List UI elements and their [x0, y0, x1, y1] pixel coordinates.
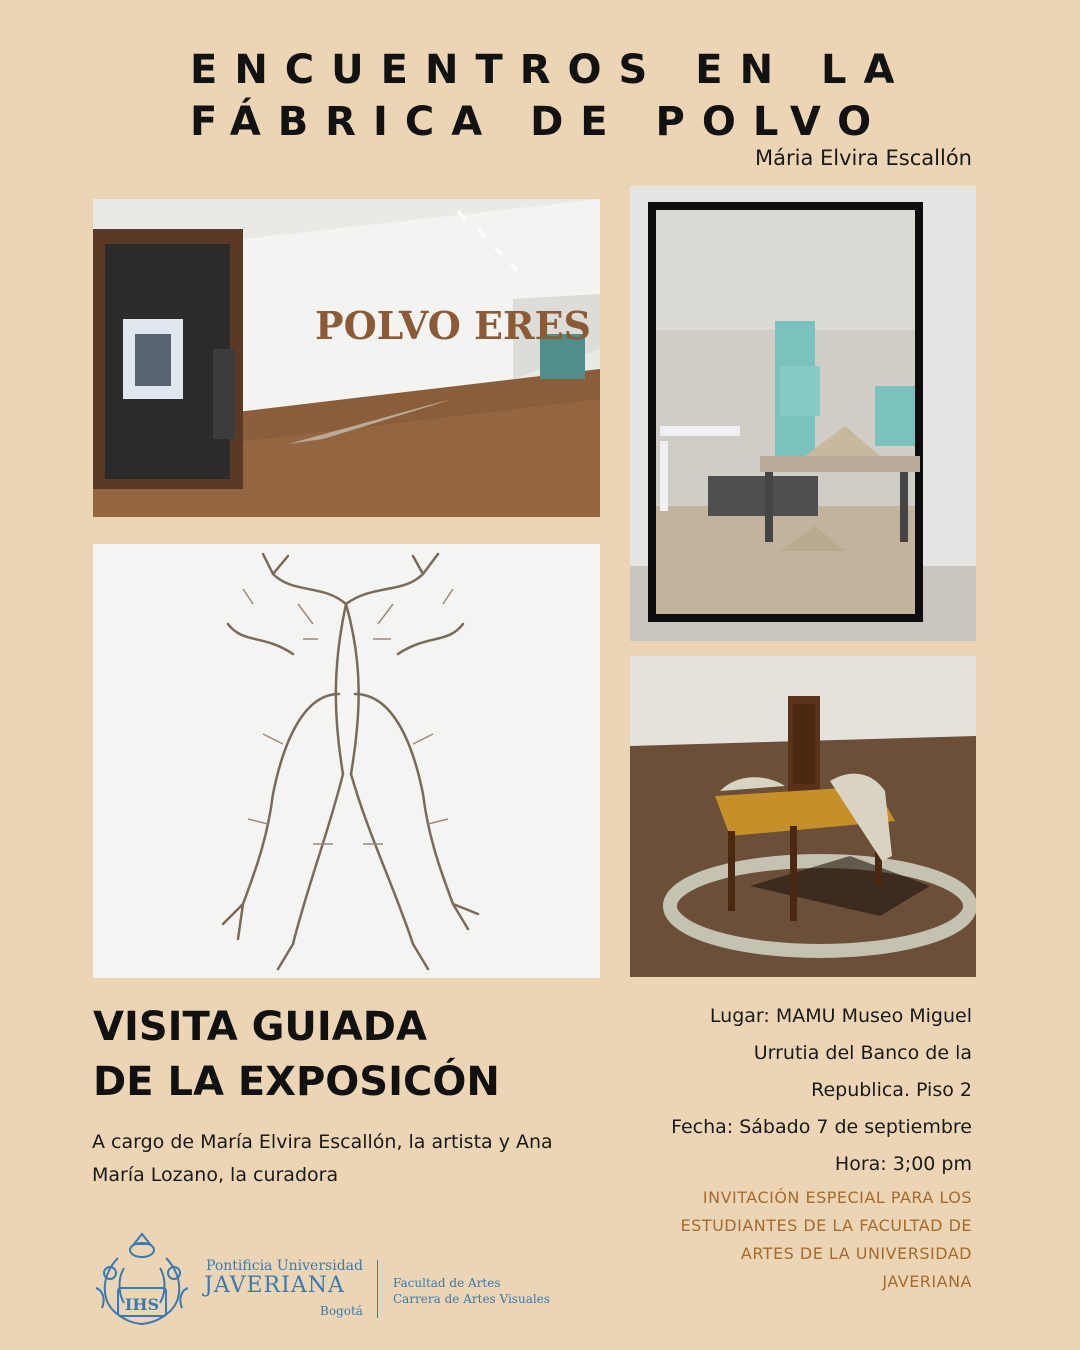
gallery-room-image: [93, 199, 600, 517]
place-line-2: Urrutia del Banco de la: [753, 1042, 972, 1064]
invitation-line-4: JAVERIANA: [882, 1272, 972, 1291]
university-name: JAVERIANA: [204, 1273, 345, 1298]
artist-name: Mária Elvira Escallón: [755, 146, 972, 170]
university-logo: [88, 1228, 548, 1328]
crest-letters: IHS: [124, 1295, 160, 1314]
university-small-label: Pontificia Universidad: [206, 1258, 363, 1274]
javeriana-crest-icon: [88, 1228, 196, 1328]
program-name: Carrera de Artes Visuales: [393, 1292, 550, 1306]
wall-text: POLVO ERES: [315, 303, 591, 348]
poster-title: [190, 44, 950, 148]
photo-branch-figure: [93, 544, 600, 978]
title-line-1: ENCUENTROS EN LA: [190, 47, 912, 93]
visit-heading-line-2: DE LA EXPOSICÓN: [93, 1059, 500, 1105]
vitrine-image: [630, 186, 976, 641]
logo-divider: [377, 1260, 378, 1318]
photo-gallery-room: [93, 199, 600, 517]
visit-description: A cargo de María Elvira Escallón, la artista y Ana María Lozano, la curadora: [92, 1131, 553, 1186]
photo-chair: [630, 656, 976, 977]
chair-image: [630, 656, 976, 977]
visit-heading-line-1: VISITA GUIADA: [93, 1004, 427, 1050]
title-line-2: FÁBRICA DE POLVO: [190, 99, 889, 145]
place-line-1: Lugar: MAMU Museo Miguel: [709, 1005, 972, 1027]
faculty-name: Facultad de Artes: [393, 1276, 501, 1290]
event-time: Hora: 3;00 pm: [834, 1153, 972, 1175]
invitation-line-1: INVITACIÓN ESPECIAL PARA LOS: [702, 1188, 972, 1207]
photo-vitrine: [630, 186, 976, 641]
invitation-line-2: ESTUDIANTES DE LA FACULTAD DE: [680, 1216, 972, 1235]
university-city: Bogotá: [320, 1304, 363, 1318]
place-line-3: Republica. Piso 2: [811, 1079, 972, 1101]
invitation-line-3: ARTES DE LA UNIVERSIDAD: [740, 1244, 972, 1263]
special-invitation: [612, 1184, 972, 1296]
event-date: Fecha: Sábado 7 de septiembre: [671, 1116, 972, 1138]
visit-heading: [93, 1000, 613, 1110]
branch-figure-image: [93, 544, 600, 978]
event-details: [612, 998, 972, 1183]
